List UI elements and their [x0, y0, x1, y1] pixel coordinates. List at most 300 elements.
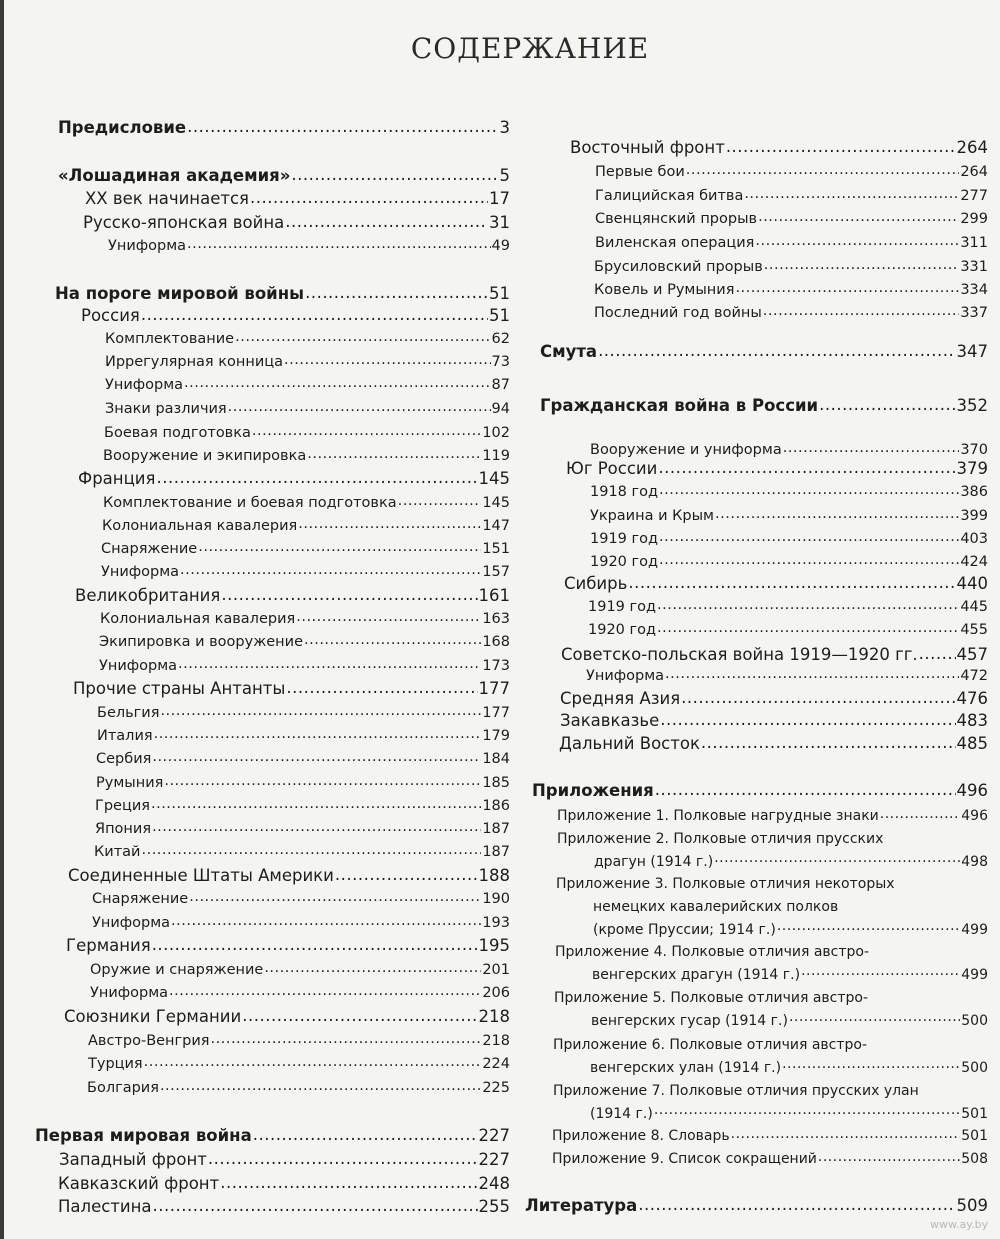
- dot-leader: [657, 597, 959, 611]
- toc-entry: [564, 574, 988, 594]
- toc-entry: [594, 280, 988, 300]
- toc-entry-title: Приложение 2. Полковые отличия прусских: [557, 831, 884, 847]
- toc-page-number: 94: [491, 401, 510, 417]
- dot-leader: [235, 329, 490, 343]
- toc-page-number: 386: [960, 484, 988, 500]
- dot-leader: [291, 167, 498, 181]
- toc-entry: [588, 597, 988, 617]
- toc-page-number: 455: [960, 622, 988, 638]
- toc-entry: [590, 552, 988, 572]
- toc-page-number: 331: [960, 259, 988, 275]
- toc-entry-title: Снаряжение: [101, 541, 198, 557]
- toc-entry-title: Приложение 1. Полковые нагрудные знаки: [557, 808, 879, 824]
- toc-entry-title: Турция: [88, 1056, 143, 1072]
- toc-entry-title: Снаряжение: [92, 891, 189, 907]
- dot-leader: [284, 352, 491, 366]
- dot-leader: [659, 529, 959, 543]
- toc-page-number: 206: [482, 985, 510, 1001]
- dot-leader: [211, 1031, 482, 1045]
- toc-entry: [557, 806, 988, 826]
- toc-entry-title: Униформа: [99, 658, 178, 674]
- toc-entry: [105, 329, 510, 349]
- dot-leader: [598, 343, 955, 357]
- dot-leader: [665, 666, 959, 680]
- dot-leader: [726, 139, 956, 153]
- toc-entry-title: Соединенные Штаты Америки: [68, 866, 334, 885]
- dot-leader: [782, 1058, 960, 1072]
- dot-leader: [298, 516, 481, 530]
- toc-entry: [594, 257, 988, 277]
- toc-entry: [75, 586, 510, 606]
- toc-page-number: 3: [499, 118, 510, 137]
- toc-entry: [55, 284, 510, 304]
- dot-leader: [919, 646, 956, 660]
- dot-leader: [151, 796, 481, 810]
- toc-entry: [560, 689, 988, 709]
- toc-page-number: 509: [956, 1196, 988, 1215]
- dot-leader: [731, 1126, 961, 1140]
- toc-page-number: 187: [482, 844, 510, 860]
- toc-entry: [595, 186, 988, 206]
- toc-entry-title: Гражданская война в России: [540, 396, 819, 415]
- toc-entry-title: Виленская операция: [595, 235, 755, 251]
- toc-page-number: 73: [491, 354, 510, 370]
- toc-entry-title: Советско-польская война 1919—1920 гг.: [561, 645, 918, 664]
- toc-entry: [552, 1149, 988, 1169]
- toc-page-number: 173: [482, 658, 510, 674]
- toc-entry-title: Прочие страны Антанты: [73, 679, 286, 698]
- toc-entry: [81, 306, 510, 326]
- toc-page-number: 227: [478, 1126, 510, 1145]
- dot-leader: [160, 1078, 481, 1092]
- toc-entry: [588, 620, 988, 640]
- toc-page-number: 51: [489, 306, 510, 325]
- toc-entry-title: Первая мировая война: [35, 1126, 252, 1145]
- dot-leader: [171, 913, 481, 927]
- dot-leader: [242, 1008, 477, 1022]
- toc-entry: [78, 469, 510, 489]
- dot-leader: [152, 819, 481, 833]
- dot-leader: [335, 867, 478, 881]
- toc-page-number: 445: [960, 599, 988, 615]
- toc-entry: [105, 375, 510, 395]
- toc-entry-title: Знаки различия: [105, 401, 227, 417]
- dot-leader: [285, 214, 488, 228]
- toc-page-number: 472: [960, 668, 988, 684]
- toc-entry: [87, 1078, 510, 1098]
- toc-entry: [68, 866, 510, 886]
- toc-entry-title: Первые бои: [595, 164, 685, 180]
- toc-entry-title-cont: драгун (1914 г.): [594, 854, 714, 870]
- toc-entry: [540, 396, 988, 416]
- dot-leader: [252, 423, 481, 437]
- toc-entry: [594, 303, 988, 323]
- toc-page-number: 193: [482, 915, 510, 931]
- dot-leader: [789, 1011, 960, 1025]
- toc-page-number: 31: [489, 213, 510, 232]
- toc-page-number: 440: [956, 574, 988, 593]
- toc-page-number: 102: [482, 425, 510, 441]
- toc-page-number: 334: [960, 282, 988, 298]
- toc-entry-title: Россия: [81, 306, 140, 325]
- toc-entry: [553, 1080, 988, 1126]
- dot-leader: [655, 782, 956, 796]
- toc-page-number: 218: [478, 1007, 510, 1026]
- dot-leader: [152, 937, 478, 951]
- toc-page-number: 485: [956, 734, 988, 753]
- toc-entry: [553, 1034, 988, 1080]
- toc-entry: [97, 703, 510, 723]
- toc-entry: [103, 446, 510, 466]
- dot-leader: [783, 440, 960, 454]
- toc-page-number: 187: [482, 821, 510, 837]
- toc-entry-title: Смута: [540, 342, 598, 361]
- toc-entry-title: Вооружение и экипировка: [103, 448, 307, 464]
- toc-entry-title: Галицийская битва: [595, 188, 744, 204]
- dot-leader: [304, 632, 481, 646]
- toc-page-number: 337: [960, 305, 988, 321]
- toc-page-number: 499: [961, 967, 988, 983]
- dot-leader: [660, 712, 955, 726]
- toc-page-number: 501: [961, 1106, 988, 1122]
- toc-entry: [595, 162, 988, 182]
- toc-page-number: 483: [956, 711, 988, 730]
- toc-page-number: 195: [478, 936, 510, 955]
- toc-entry: [590, 482, 988, 502]
- toc-entry-title: Колониальная кавалерия: [100, 611, 296, 627]
- toc-entry: [83, 213, 510, 233]
- toc-entry-title: Франция: [78, 469, 156, 488]
- dot-leader: [764, 257, 960, 271]
- dot-leader: [735, 280, 959, 294]
- toc-page-number: 277: [960, 188, 988, 204]
- toc-page-number: 17: [489, 189, 510, 208]
- toc-entry-title: Ковель и Румыния: [594, 282, 735, 298]
- dot-leader: [658, 460, 955, 474]
- toc-entry: [95, 796, 510, 816]
- toc-page-number: 119: [482, 448, 510, 464]
- dot-leader: [758, 209, 959, 223]
- toc-entry-title: Приложения: [532, 781, 654, 800]
- toc-entry: [92, 889, 510, 909]
- toc-page-number: 177: [482, 705, 510, 721]
- toc-entry: [35, 1126, 510, 1146]
- toc-entry: [532, 781, 988, 801]
- dot-leader: [141, 842, 481, 856]
- page-title: СОДЕРЖАНИЕ: [410, 32, 650, 65]
- toc-page-number: 379: [956, 459, 988, 478]
- toc-entry-title: Приложение 5. Полковые отличия австро-: [554, 990, 869, 1006]
- toc-entry-title: Униформа: [92, 915, 171, 931]
- toc-entry: [96, 749, 510, 769]
- toc-entry-title: Западный фронт: [59, 1150, 207, 1169]
- toc-entry: [58, 1174, 510, 1194]
- toc-entry-title: Болгария: [87, 1080, 159, 1096]
- toc-page-number: 161: [478, 586, 510, 605]
- toc-page-number: 163: [482, 611, 510, 627]
- toc-page-number: 190: [482, 891, 510, 907]
- toc-entry-title: Приложение 8. Словарь: [552, 1128, 730, 1144]
- toc-entry-title: Сербия: [96, 751, 152, 767]
- toc-page-number: 179: [482, 728, 510, 744]
- toc-entry-title: Приложение 4. Полковые отличия австро-: [555, 944, 870, 960]
- toc-page-number: 151: [482, 541, 510, 557]
- toc-page-number: 157: [482, 564, 510, 580]
- dot-leader: [152, 749, 481, 763]
- toc-page-number: 264: [956, 138, 988, 157]
- toc-entry-title: Средняя Азия: [560, 689, 681, 708]
- toc-entry-title: Приложение 6. Полковые отличия австро-: [553, 1037, 868, 1053]
- toc-entry: [590, 440, 988, 460]
- toc-entry-title: Италия: [97, 728, 153, 744]
- toc-page-number: 496: [961, 808, 988, 824]
- toc-page-number: 457: [956, 645, 988, 664]
- toc-entry-title: Униформа: [108, 238, 187, 254]
- toc-entry-title: Оружие и снаряжение: [90, 962, 264, 978]
- toc-entry: [90, 983, 510, 1003]
- dot-leader: [250, 190, 488, 204]
- dot-leader: [286, 680, 477, 694]
- toc-entry: [100, 609, 510, 629]
- dot-leader: [180, 562, 481, 576]
- toc-entry: [59, 1150, 510, 1170]
- dot-leader: [220, 1175, 477, 1189]
- toc-entry: [561, 645, 988, 665]
- dot-leader: [156, 470, 477, 484]
- toc-entry: [102, 516, 510, 536]
- toc-page-number: 499: [961, 922, 988, 938]
- toc-page-number: 370: [960, 442, 988, 458]
- toc-entry: [525, 1196, 988, 1216]
- toc-entry: [557, 828, 988, 874]
- dot-leader: [187, 119, 498, 133]
- toc-entry-title: Униформа: [586, 668, 665, 684]
- toc-page-number: 255: [478, 1197, 510, 1216]
- toc-entry-title: Германия: [66, 936, 151, 955]
- toc-entry-title: Комплектование: [105, 331, 235, 347]
- toc-entry: [590, 506, 988, 526]
- toc-entry-title-cont: (1914 г.): [590, 1106, 653, 1122]
- toc-entry-title: Великобритания: [75, 586, 221, 605]
- toc-entry-title: Закавказье: [560, 711, 660, 730]
- toc-entry: [64, 1007, 510, 1027]
- dot-leader: [198, 539, 481, 553]
- toc-page-number: 501: [961, 1128, 988, 1144]
- toc-entry-title: Дальний Восток: [559, 734, 700, 753]
- toc-entry-title: Русско-японская война: [83, 213, 285, 232]
- dot-leader: [701, 735, 956, 749]
- toc-page-number: 508: [961, 1151, 988, 1167]
- toc-page-number: 224: [482, 1056, 510, 1072]
- toc-page-number: 248: [478, 1174, 510, 1193]
- dot-leader: [178, 656, 481, 670]
- toc-page-number: 476: [956, 689, 988, 708]
- toc-entry-title: 1920 год: [588, 622, 657, 638]
- toc-page-number: 188: [478, 866, 510, 885]
- dot-leader: [305, 285, 488, 299]
- toc-page-number: 185: [482, 775, 510, 791]
- toc-page-number: 403: [960, 531, 988, 547]
- toc-entry-title: Приложение 7. Полковые отличия прусских улан: [553, 1083, 919, 1099]
- toc-entry: [590, 529, 988, 549]
- toc-entry: [85, 189, 510, 209]
- toc-page-number: 177: [478, 679, 510, 698]
- toc-entry-title: Униформа: [105, 377, 184, 393]
- toc-entry: [73, 679, 510, 699]
- toc-page-number: 87: [491, 377, 510, 393]
- toc-page-number: 496: [956, 781, 988, 800]
- toc-entry: [105, 399, 510, 419]
- toc-page-number: 227: [478, 1150, 510, 1169]
- toc-page-number: 352: [956, 396, 988, 415]
- toc-entry: [552, 1126, 988, 1146]
- toc-page-number: 49: [491, 238, 510, 254]
- toc-page-number: 500: [961, 1013, 988, 1029]
- toc-entry-title: Япония: [95, 821, 152, 837]
- toc-entry: [556, 873, 988, 942]
- dot-leader: [659, 552, 959, 566]
- dot-leader: [818, 1149, 960, 1163]
- dot-leader: [755, 233, 959, 247]
- dot-leader: [715, 506, 959, 520]
- toc-entry: [66, 936, 510, 956]
- dot-leader: [307, 446, 481, 460]
- toc-entry-title: Палестина: [58, 1197, 152, 1216]
- toc-entry: [105, 352, 510, 372]
- toc-entry: [586, 666, 988, 686]
- toc-entry: [94, 842, 510, 862]
- toc-page-number: 145: [478, 469, 510, 488]
- toc-entry: [99, 656, 510, 676]
- toc-entry-title-cont: венгерских драгун (1914 г.): [592, 967, 801, 983]
- toc-page-number: 145: [482, 495, 510, 511]
- toc-page-number: 5: [499, 166, 510, 185]
- dot-leader: [221, 587, 477, 601]
- toc-entry-title: 1919 год: [588, 599, 657, 615]
- dot-leader: [153, 1198, 478, 1212]
- toc-entry-title: Бельгия: [97, 705, 160, 721]
- toc-entry: [570, 138, 988, 158]
- dot-leader: [819, 397, 955, 411]
- toc-entry-title-cont: немецких кавалерийских полков: [593, 899, 839, 915]
- toc-entry-title: Кавказский фронт: [58, 1174, 220, 1193]
- toc-entry-title: Литература: [525, 1196, 638, 1215]
- toc-entry-title: Вооружение и униформа: [590, 442, 782, 458]
- toc-entry-title: Греция: [95, 798, 150, 814]
- toc-page-number: 168: [482, 634, 510, 650]
- toc-entry: [90, 960, 510, 980]
- dot-leader: [628, 575, 955, 589]
- toc-entry-title: Юг России: [566, 459, 658, 478]
- dot-leader: [144, 1054, 482, 1068]
- toc-entry-title: Восточный фронт: [570, 138, 725, 157]
- toc-entry-title: Сибирь: [564, 574, 628, 593]
- toc-entry-title: Украина и Крым: [590, 508, 715, 524]
- toc-entry-title-cont: венгерских гусар (1914 г.): [591, 1013, 788, 1029]
- toc-entry-title: Союзники Германии: [64, 1007, 242, 1026]
- dot-leader: [189, 889, 481, 903]
- toc-entry-title: 1918 год: [590, 484, 659, 500]
- dot-leader: [264, 960, 481, 974]
- toc-page-number: 225: [482, 1080, 510, 1096]
- dot-leader: [208, 1151, 478, 1165]
- toc-entry: [103, 493, 510, 513]
- dot-leader: [657, 620, 959, 634]
- toc-entry: [95, 819, 510, 839]
- dot-leader: [398, 493, 482, 507]
- dot-leader: [228, 399, 491, 413]
- toc-page-number: 498: [961, 854, 988, 870]
- dot-leader: [160, 703, 481, 717]
- toc-entry-title: 1920 год: [590, 554, 659, 570]
- dot-leader: [253, 1127, 478, 1141]
- toc-page-number: 201: [482, 962, 510, 978]
- dot-leader: [681, 690, 955, 704]
- toc-entry-title: Свенцянский прорыв: [595, 211, 758, 227]
- dot-leader: [744, 186, 959, 200]
- toc-entry-title: Иррегулярная конница: [105, 354, 284, 370]
- toc-entry: [88, 1031, 510, 1051]
- toc-entry: [560, 711, 988, 731]
- toc-entry: [96, 773, 510, 793]
- toc-entry: [99, 632, 510, 652]
- toc-page-number: 347: [956, 342, 988, 361]
- dot-leader: [154, 726, 482, 740]
- toc-entry: [58, 166, 510, 186]
- toc-entry-title: Румыния: [96, 775, 164, 791]
- toc-page-number: 500: [961, 1060, 988, 1076]
- toc-page-number: 311: [960, 235, 988, 251]
- dot-leader: [638, 1197, 955, 1211]
- toc-entry-title: Униформа: [101, 564, 180, 580]
- toc-right-column: [520, 0, 990, 1239]
- toc-page-number: 51: [489, 284, 510, 303]
- toc-entry-title: Боевая подготовка: [104, 425, 251, 441]
- dot-leader: [184, 375, 491, 389]
- toc-entry: [97, 726, 510, 746]
- toc-page-number: 218: [482, 1033, 510, 1049]
- toc-page-number: 62: [491, 331, 510, 347]
- toc-entry: [555, 941, 988, 987]
- toc-entry-title: 1919 год: [590, 531, 659, 547]
- toc-entry: [554, 987, 988, 1033]
- toc-entry-title: На пороге мировой войны: [55, 284, 305, 303]
- toc-entry: [104, 423, 510, 443]
- toc-page-number: 147: [482, 518, 510, 534]
- dot-leader: [801, 965, 960, 979]
- toc-entry-title: Колониальная кавалерия: [102, 518, 298, 534]
- dot-leader: [141, 307, 488, 321]
- toc-page-number: 184: [482, 751, 510, 767]
- toc-entry: [595, 233, 988, 253]
- toc-entry-title: Предисловие: [58, 118, 187, 137]
- toc-page-number: 424: [960, 554, 988, 570]
- toc-entry-title: Брусиловский прорыв: [594, 259, 763, 275]
- toc-entry-title: Униформа: [90, 985, 169, 1001]
- dot-leader: [296, 609, 481, 623]
- dot-leader: [714, 852, 960, 866]
- toc-entry-title: Приложение 9. Список сокращений: [552, 1151, 817, 1167]
- toc-entry-title: Приложение 3. Полковые отличия некоторых: [556, 876, 895, 892]
- toc-entry-title: «Лошадиная академия»: [58, 166, 291, 185]
- toc-entry: [92, 913, 510, 933]
- toc-entry-title: Австро-Венгрия: [88, 1033, 210, 1049]
- toc-entry-title: Экипировка и вооружение: [99, 634, 303, 650]
- watermark: www.ay.by: [930, 1218, 989, 1231]
- dot-leader: [763, 303, 960, 317]
- toc-entry: [88, 1054, 510, 1074]
- toc-entry: [101, 562, 510, 582]
